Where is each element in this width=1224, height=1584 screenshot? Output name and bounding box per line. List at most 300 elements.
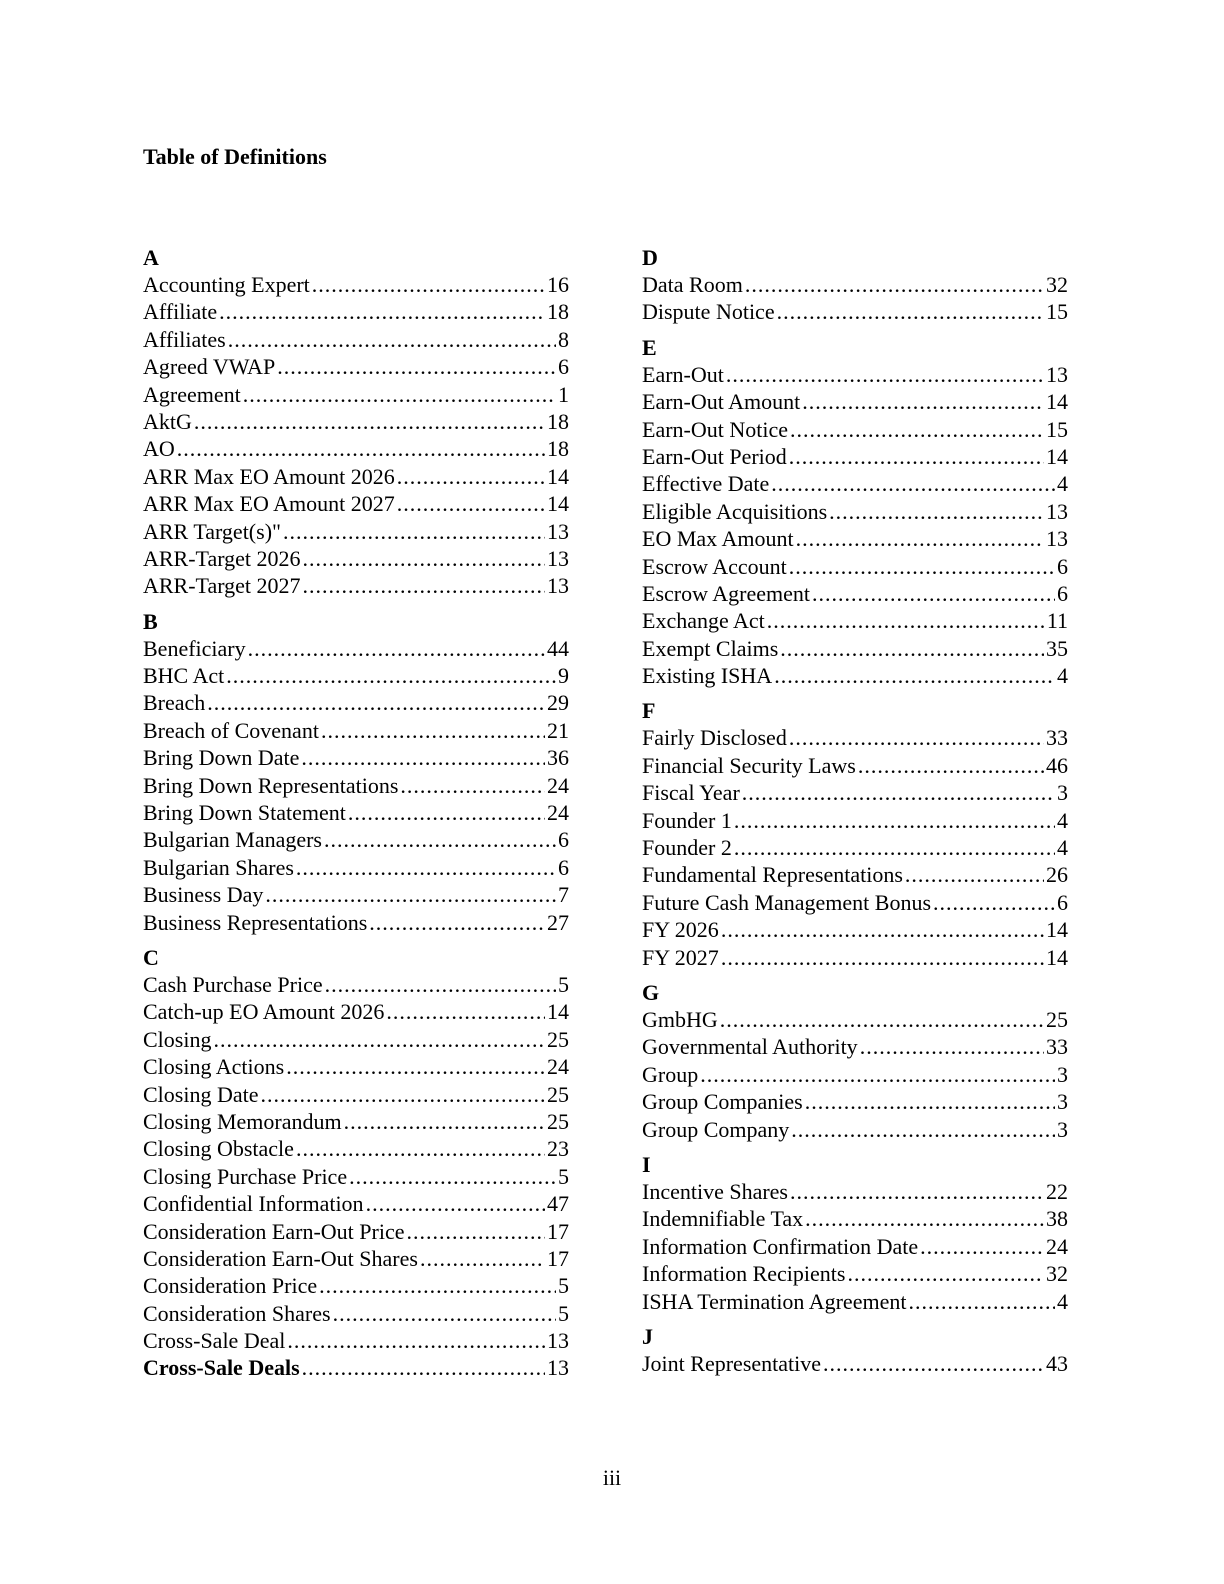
definition-entry	[143, 689, 569, 716]
definition-entry	[642, 498, 1068, 525]
index-section-e	[642, 334, 1068, 690]
definition-term: Closing	[143, 1026, 212, 1052]
definition-term: Business Day	[143, 882, 264, 908]
dot-leader	[303, 545, 545, 572]
index-section-d	[642, 244, 1068, 326]
definition-page-number: 14	[1046, 944, 1068, 970]
definition-term: Closing Obstacle	[143, 1136, 294, 1162]
dot-leader	[789, 724, 1044, 751]
dot-leader	[194, 408, 545, 435]
dot-leader	[400, 772, 545, 799]
definition-term: Consideration Price	[143, 1273, 318, 1299]
dot-leader	[265, 881, 556, 908]
definition-entry	[642, 1350, 1068, 1377]
definition-page-number: 25	[547, 1108, 569, 1134]
definition-term: Joint Representative	[642, 1350, 822, 1376]
definition-entry	[642, 889, 1068, 916]
definition-entry	[143, 381, 569, 408]
definition-entry	[143, 298, 569, 325]
definitions-column-left	[143, 244, 569, 1390]
dot-leader	[920, 1233, 1044, 1260]
definition-entry	[642, 834, 1068, 861]
definition-term: Group Company	[642, 1116, 790, 1142]
definition-term: Earn-Out	[642, 361, 724, 387]
definition-page-number: 15	[1046, 299, 1068, 325]
dot-leader	[802, 388, 1044, 415]
definition-page-number: 4	[1057, 663, 1068, 689]
definition-page-number: 22	[1046, 1178, 1068, 1204]
definition-page-number: 13	[1046, 526, 1068, 552]
definition-entry	[143, 744, 569, 771]
definition-entry	[143, 662, 569, 689]
definition-entry	[642, 416, 1068, 443]
definition-entry	[642, 1006, 1068, 1033]
definition-entry	[642, 361, 1068, 388]
section-letter: C	[143, 944, 159, 970]
definition-entry	[143, 435, 569, 462]
page-title: Table of Definitions	[143, 144, 327, 169]
dot-leader	[796, 525, 1044, 552]
definition-page-number: 14	[1046, 389, 1068, 415]
definition-page-number: 3	[1057, 780, 1068, 806]
dot-leader	[286, 1053, 545, 1080]
definition-page-number: 21	[547, 717, 569, 743]
definition-term: Breach	[143, 690, 206, 716]
definition-page-number: 43	[1046, 1350, 1068, 1376]
dot-leader	[790, 1178, 1044, 1205]
definition-entry	[143, 909, 569, 936]
definition-page-number: 13	[1046, 498, 1068, 524]
dot-leader	[386, 998, 545, 1025]
definition-term: Group	[642, 1061, 699, 1087]
definition-term: Effective Date	[642, 471, 770, 497]
definition-page-number: 15	[1046, 416, 1068, 442]
dot-leader	[319, 1272, 556, 1299]
definition-page-number: 18	[547, 299, 569, 325]
dot-leader	[812, 580, 1055, 607]
definition-page-number: 17	[547, 1218, 569, 1244]
definition-entry	[642, 1260, 1068, 1287]
definition-page-number: 18	[547, 408, 569, 434]
section-letter: G	[642, 979, 660, 1005]
dot-leader	[213, 1026, 545, 1053]
definition-entry	[642, 724, 1068, 751]
dot-leader	[789, 553, 1055, 580]
definition-page-number: 5	[558, 1300, 569, 1326]
definition-page-number: 13	[547, 1328, 569, 1354]
dot-leader	[771, 470, 1055, 497]
dot-leader	[791, 1116, 1055, 1143]
dot-leader	[829, 498, 1044, 525]
definition-term: Fundamental Representations	[642, 862, 903, 888]
section-letter: B	[143, 608, 158, 634]
definition-page-number: 47	[547, 1191, 569, 1217]
definition-page-number: 4	[1057, 835, 1068, 861]
dot-leader	[243, 381, 556, 408]
definition-entry	[143, 998, 569, 1025]
definition-term: Consideration Earn-Out Shares	[143, 1245, 418, 1271]
dot-leader	[774, 662, 1055, 689]
definition-term: Closing Memorandum	[143, 1108, 342, 1134]
definition-entry	[642, 388, 1068, 415]
index-section-c	[143, 944, 569, 1382]
definition-page-number: 3	[1057, 1116, 1068, 1142]
definition-entry	[642, 635, 1068, 662]
definition-page-number: 3	[1057, 1089, 1068, 1115]
definition-entry	[143, 518, 569, 545]
definition-term: AO	[143, 436, 175, 462]
definition-page-number: 46	[1046, 752, 1068, 778]
definition-entry	[143, 717, 569, 744]
definition-page-number: 23	[547, 1136, 569, 1162]
definition-term: Agreed VWAP	[143, 354, 276, 380]
definition-entry	[642, 1061, 1068, 1088]
definition-entry	[143, 1026, 569, 1053]
definition-entry	[143, 1272, 569, 1299]
definition-page-number: 13	[547, 518, 569, 544]
definition-entry	[143, 1135, 569, 1162]
dot-leader	[720, 1006, 1044, 1033]
definition-term: Bulgarian Managers	[143, 827, 322, 853]
definition-page-number: 14	[547, 999, 569, 1025]
definition-entry	[642, 807, 1068, 834]
definition-entry	[642, 553, 1068, 580]
definition-term: Incentive Shares	[642, 1178, 788, 1204]
definition-page-number: 6	[1057, 889, 1068, 915]
definition-page-number: 1	[558, 381, 569, 407]
definition-page-number: 8	[558, 326, 569, 352]
dot-leader	[823, 1350, 1044, 1377]
definition-term: Indemnifiable Tax	[642, 1206, 804, 1232]
dot-leader	[277, 353, 556, 380]
dot-leader	[397, 463, 545, 490]
section-letter: J	[642, 1323, 653, 1349]
definition-term: Founder 1	[642, 807, 732, 833]
index-section-a	[143, 244, 569, 600]
definition-term: ISHA Termination Agreement	[642, 1288, 907, 1314]
definition-entry	[642, 662, 1068, 689]
section-letter: F	[642, 698, 656, 724]
definition-term: BHC Act	[143, 663, 225, 689]
definition-entry	[143, 799, 569, 826]
definition-entry	[642, 1288, 1068, 1315]
definition-page-number: 6	[1057, 580, 1068, 606]
dot-leader	[908, 1288, 1055, 1315]
definition-term: Business Representations	[143, 909, 368, 935]
dot-leader	[721, 944, 1044, 971]
dot-leader	[767, 607, 1045, 634]
definition-entry	[143, 1300, 569, 1327]
dot-leader	[734, 807, 1055, 834]
definition-page-number: 32	[1046, 272, 1068, 297]
definition-term: ARR Max EO Amount 2027	[143, 491, 395, 517]
definition-page-number: 4	[1057, 1288, 1068, 1314]
definition-page-number: 16	[547, 272, 569, 297]
definition-term: Beneficiary	[143, 635, 246, 661]
definition-page-number: 24	[547, 1054, 569, 1080]
definition-page-number: 33	[1046, 1034, 1068, 1060]
definition-term: Earn-Out Period	[642, 443, 787, 469]
definition-entry	[143, 463, 569, 490]
dot-leader	[858, 752, 1044, 779]
definition-page-number: 4	[1057, 471, 1068, 497]
definition-page-number: 38	[1046, 1206, 1068, 1232]
definition-entry	[143, 353, 569, 380]
dot-leader	[226, 662, 556, 689]
definition-page-number: 24	[547, 772, 569, 798]
dot-leader	[742, 779, 1055, 806]
definition-term: Financial Security Laws	[642, 752, 856, 778]
definition-page-number: 14	[1046, 443, 1068, 469]
definition-page-number: 13	[1046, 361, 1068, 387]
dot-leader	[397, 490, 545, 517]
definition-page-number: 14	[1046, 917, 1068, 943]
definition-term: ARR Target(s)"	[143, 518, 282, 544]
definition-page-number: 7	[558, 882, 569, 908]
dot-leader	[734, 834, 1055, 861]
dot-leader	[321, 717, 545, 744]
definition-term: FY 2027	[642, 944, 719, 970]
definition-entry	[143, 826, 569, 853]
page-number: iii	[602, 1465, 622, 1490]
definition-term: GmbHG	[642, 1006, 718, 1032]
definition-term: Dispute Notice	[642, 299, 775, 325]
definition-term: Eligible Acquisitions	[642, 498, 828, 524]
definition-entry	[642, 271, 1068, 298]
definition-term: Founder 2	[642, 835, 732, 861]
definition-entry	[143, 1081, 569, 1108]
dot-leader	[933, 889, 1055, 916]
definition-page-number: 13	[547, 545, 569, 571]
definition-term: Exchange Act	[642, 608, 765, 634]
definition-page-number: 13	[547, 573, 569, 599]
definition-term: Closing Purchase Price	[143, 1163, 348, 1189]
index-section-b	[143, 608, 569, 936]
definition-term: Confidential Information	[143, 1191, 364, 1217]
definition-page-number: 36	[547, 745, 569, 771]
definition-page-number: 24	[547, 800, 569, 826]
dot-leader	[303, 572, 545, 599]
definition-term: ARR-Target 2027	[143, 573, 301, 599]
dot-leader	[780, 635, 1044, 662]
definition-page-number: 6	[1057, 553, 1068, 579]
dot-leader	[302, 1354, 545, 1381]
definition-page-number: 32	[1046, 1261, 1068, 1287]
definition-term: Earn-Out Amount	[642, 389, 801, 415]
dot-leader	[344, 1108, 545, 1135]
definition-page-number: 27	[547, 909, 569, 935]
dot-leader	[219, 298, 545, 325]
index-section-j	[642, 1323, 1068, 1377]
definition-entry	[642, 1116, 1068, 1143]
definition-term: Affiliate	[143, 299, 218, 325]
dot-leader	[296, 1135, 545, 1162]
definition-entry	[642, 470, 1068, 497]
definition-term: Bring Down Date	[143, 745, 300, 771]
definition-entry	[143, 635, 569, 662]
definition-term: Bring Down Representations	[143, 772, 399, 798]
definition-term: Cross-Sale Deals	[143, 1355, 300, 1381]
dot-leader	[700, 1061, 1055, 1088]
definition-term: Bring Down Statement	[143, 800, 346, 826]
dot-leader	[287, 1327, 545, 1354]
definition-page-number: 5	[558, 1163, 569, 1189]
definition-term: Existing ISHA	[642, 663, 773, 689]
definition-entry	[143, 881, 569, 908]
section-letter: I	[642, 1151, 651, 1177]
dot-leader	[296, 854, 556, 881]
section-letter: E	[642, 334, 657, 360]
dot-leader	[349, 1163, 556, 1190]
definition-page-number: 6	[558, 354, 569, 380]
definition-entry	[143, 408, 569, 435]
definition-entry	[143, 1327, 569, 1354]
definition-term: Closing Actions	[143, 1054, 285, 1080]
dot-leader	[248, 635, 545, 662]
definition-entry	[642, 443, 1068, 470]
definition-entry	[143, 572, 569, 599]
dot-leader	[847, 1260, 1044, 1287]
definition-entry	[642, 916, 1068, 943]
definition-term: Earn-Out Notice	[642, 416, 788, 442]
definition-entry	[642, 752, 1068, 779]
definition-entry	[143, 772, 569, 799]
definition-term: Data Room	[642, 272, 743, 297]
definition-entry	[642, 607, 1068, 634]
dot-leader	[348, 799, 545, 826]
definition-term: Exempt Claims	[642, 635, 779, 661]
dot-leader	[726, 361, 1044, 388]
definition-entry	[143, 1190, 569, 1217]
dot-leader	[283, 518, 545, 545]
definition-term: Information Confirmation Date	[642, 1233, 919, 1259]
definition-term: Consideration Shares	[143, 1300, 331, 1326]
definition-page-number: 3	[1057, 1061, 1068, 1087]
definition-page-number: 25	[547, 1026, 569, 1052]
dot-leader	[366, 1190, 545, 1217]
index-section-g	[642, 979, 1068, 1143]
dot-leader	[228, 326, 556, 353]
dot-leader	[777, 298, 1044, 325]
definition-entry	[143, 1163, 569, 1190]
dot-leader	[805, 1088, 1055, 1115]
dot-leader	[177, 435, 545, 462]
definition-term: Escrow Agreement	[642, 580, 810, 606]
definition-entry	[642, 944, 1068, 971]
definition-term: Closing Date	[143, 1081, 259, 1107]
definition-entry	[143, 490, 569, 517]
definition-page-number: 24	[1046, 1233, 1068, 1259]
definition-term: Future Cash Management Bonus	[642, 889, 932, 915]
dot-leader	[333, 1300, 556, 1327]
definition-term: EO Max Amount	[642, 526, 794, 552]
dot-leader	[312, 271, 545, 298]
definition-term: Cross-Sale Deal	[143, 1328, 286, 1354]
dot-leader	[301, 744, 545, 771]
definition-entry	[143, 1245, 569, 1272]
definition-page-number: 14	[547, 463, 569, 489]
definition-entry	[143, 1218, 569, 1245]
section-letter: D	[642, 245, 658, 270]
dot-leader	[905, 861, 1044, 888]
definition-page-number: 13	[547, 1355, 569, 1381]
definition-entry	[143, 545, 569, 572]
definition-entry	[143, 271, 569, 298]
definition-entry	[143, 326, 569, 353]
definition-term: Governmental Authority	[642, 1034, 858, 1060]
definition-term: Affiliates	[143, 326, 226, 352]
dot-leader	[261, 1081, 546, 1108]
definition-page-number: 5	[558, 1273, 569, 1299]
definition-entry	[642, 1033, 1068, 1060]
definition-term: AktG	[143, 408, 192, 434]
definition-entry	[642, 861, 1068, 888]
definition-entry	[642, 525, 1068, 552]
definition-term: Information Recipients	[642, 1261, 846, 1287]
dot-leader	[324, 826, 556, 853]
definition-page-number: 29	[547, 690, 569, 716]
definition-term: Bulgarian Shares	[143, 854, 294, 880]
dot-leader	[369, 909, 545, 936]
definition-entry	[143, 854, 569, 881]
definition-page-number: 44	[547, 635, 569, 661]
definition-term: Breach of Covenant	[143, 717, 319, 743]
definitions-column-right	[642, 244, 1068, 1385]
definition-page-number: 25	[1046, 1006, 1068, 1032]
dot-leader	[860, 1033, 1044, 1060]
definition-entry	[143, 971, 569, 998]
definition-page-number: 11	[1046, 608, 1068, 634]
definition-term: Escrow Account	[642, 553, 787, 579]
definition-page-number: 6	[558, 854, 569, 880]
index-section-i	[642, 1151, 1068, 1315]
dot-leader	[207, 689, 545, 716]
dot-leader	[325, 971, 556, 998]
definition-term: Fairly Disclosed	[642, 725, 787, 751]
definition-term: FY 2026	[642, 917, 719, 943]
definition-term: Cash Purchase Price	[143, 971, 323, 997]
definition-entry	[642, 298, 1068, 325]
definition-term: Consideration Earn-Out Price	[143, 1218, 405, 1244]
definition-page-number: 35	[1046, 635, 1068, 661]
definition-term: Group Companies	[642, 1089, 803, 1115]
definition-page-number: 18	[547, 436, 569, 462]
definition-page-number: 6	[558, 827, 569, 853]
dot-leader	[790, 416, 1044, 443]
definition-entry	[642, 1178, 1068, 1205]
definition-page-number: 14	[547, 491, 569, 517]
dot-leader	[789, 443, 1044, 470]
definition-page-number: 26	[1046, 862, 1068, 888]
dot-leader	[420, 1245, 545, 1272]
dot-leader	[721, 916, 1044, 943]
definition-term: ARR-Target 2026	[143, 545, 301, 571]
definition-term: Catch-up EO Amount 2026	[143, 999, 385, 1025]
definition-page-number: 25	[547, 1081, 569, 1107]
definition-term: Agreement	[143, 381, 241, 407]
definition-term: ARR Max EO Amount 2026	[143, 463, 395, 489]
section-letter: A	[143, 245, 159, 270]
index-section-f	[642, 697, 1068, 971]
dot-leader	[407, 1218, 546, 1245]
definition-page-number: 17	[547, 1245, 569, 1271]
definition-entry	[143, 1108, 569, 1135]
definition-entry	[642, 779, 1068, 806]
definition-page-number: 9	[558, 663, 569, 689]
definition-entry	[143, 1053, 569, 1080]
definition-entry	[642, 580, 1068, 607]
definition-page-number: 5	[558, 971, 569, 997]
